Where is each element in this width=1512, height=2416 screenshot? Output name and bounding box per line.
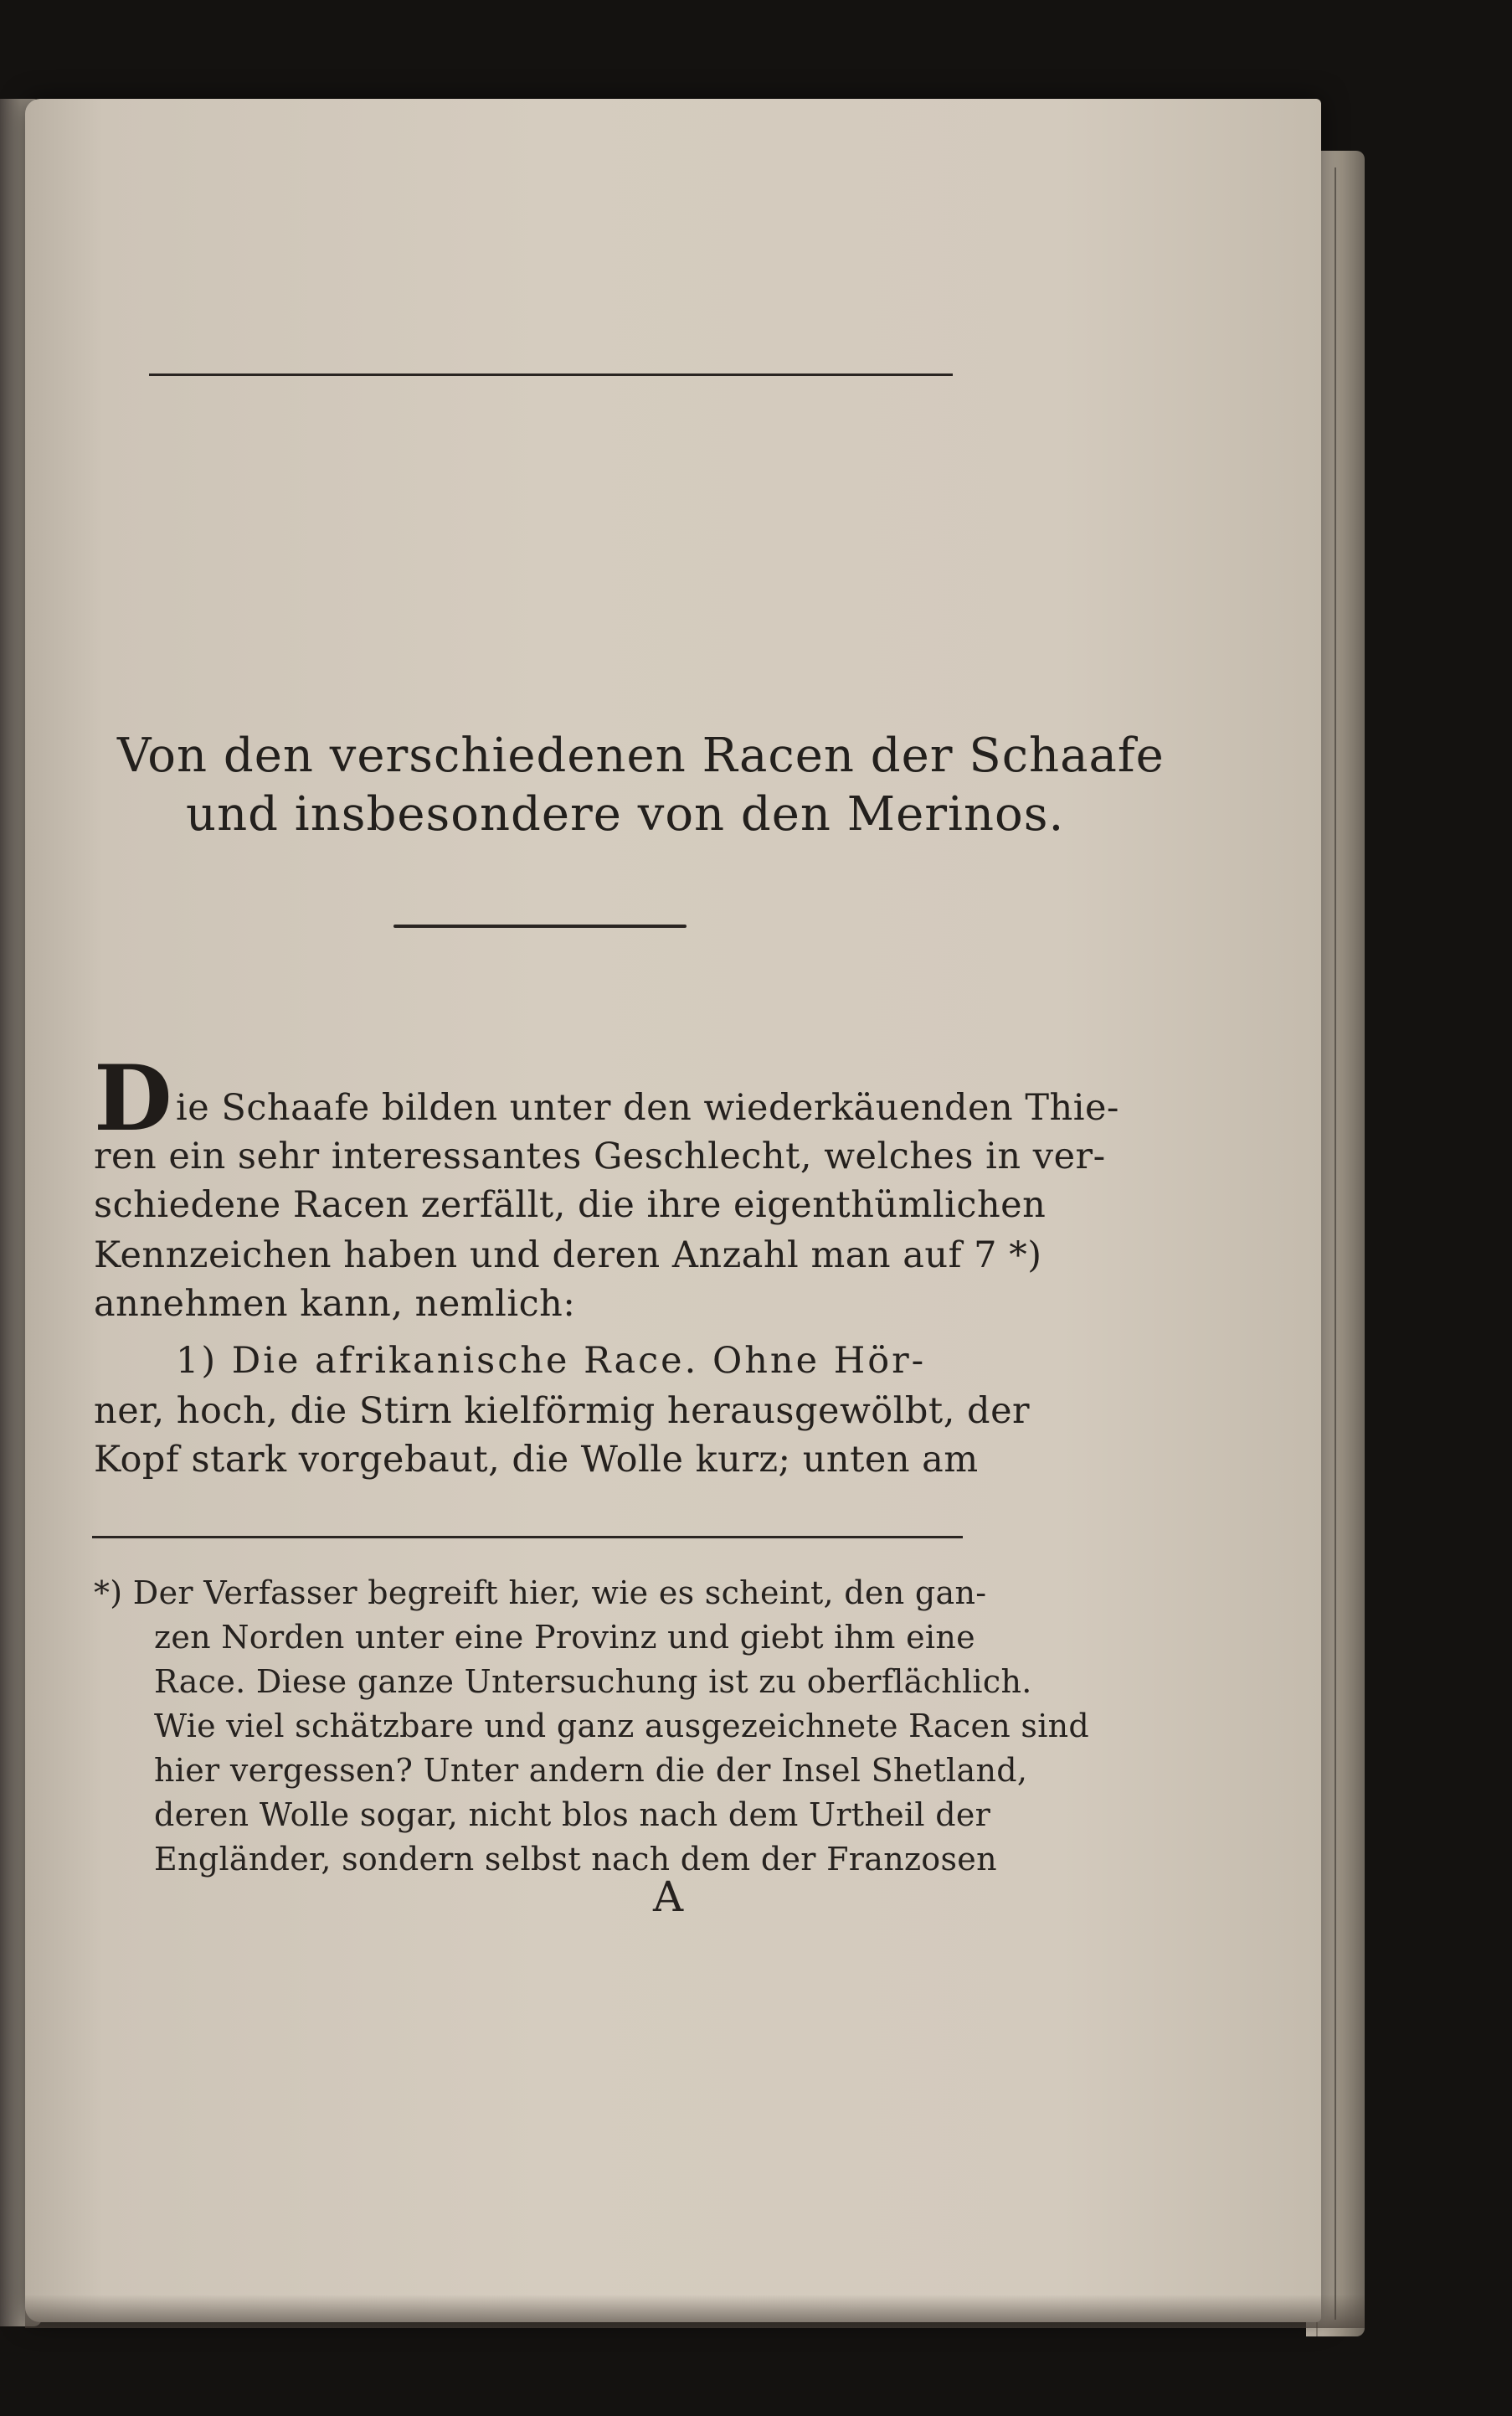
body-line: ner, hoch, die Stirn kielförmig herausgewölbt, der: [94, 1390, 1031, 1432]
top-rule: [149, 373, 953, 376]
footnote-line: Race. Diese ganze Untersuchung ist zu oberflächlich.: [154, 1663, 1032, 1700]
title-divider: [393, 925, 687, 928]
body-line: 1) Die afrikanische Race. Ohne Hör-: [176, 1340, 927, 1382]
body-line: Kennzeichen haben und deren Anzahl man auf 7 *): [94, 1234, 1042, 1276]
footnote-line: zen Norden unter eine Provinz und giebt ihm eine: [154, 1619, 975, 1656]
chapter-title-line-1: Von den verschiedenen Racen der Schaafe: [117, 729, 1165, 783]
footnote-line: deren Wolle sogar, nicht blos nach dem Urtheil der: [154, 1796, 991, 1833]
page-bottom-shadow: [25, 2295, 1365, 2328]
body-line: ie Schaafe bilden unter den wiederkäuenden Thie-: [176, 1087, 1119, 1129]
signature-mark: A: [653, 1873, 684, 1921]
drop-cap: D: [94, 1046, 172, 1151]
footnote-rule: [92, 1536, 963, 1538]
footnote-line: *) Der Verfasser begreift hier, wie es scheint, den gan-: [94, 1574, 987, 1611]
body-line: annehmen kann, nemlich:: [94, 1283, 576, 1325]
chapter-title-line-2: und insbesondere von den Merinos.: [186, 787, 1065, 842]
body-line: ren ein sehr interessantes Geschlecht, welches in ver-: [94, 1136, 1106, 1177]
body-line: Kopf stark vorgebaut, die Wolle kurz; unten am: [94, 1439, 979, 1481]
footnote-line: Engländer, sondern selbst nach dem der Franzosen: [154, 1841, 997, 1878]
footnote-line: hier vergessen? Unter andern die der Insel Shetland,: [154, 1752, 1028, 1789]
footnote-line: Wie viel schätzbare und ganz ausgezeichnete Racen sind: [154, 1708, 1090, 1744]
body-line: schiedene Racen zerfällt, die ihre eigenthümlichen: [94, 1184, 1047, 1226]
